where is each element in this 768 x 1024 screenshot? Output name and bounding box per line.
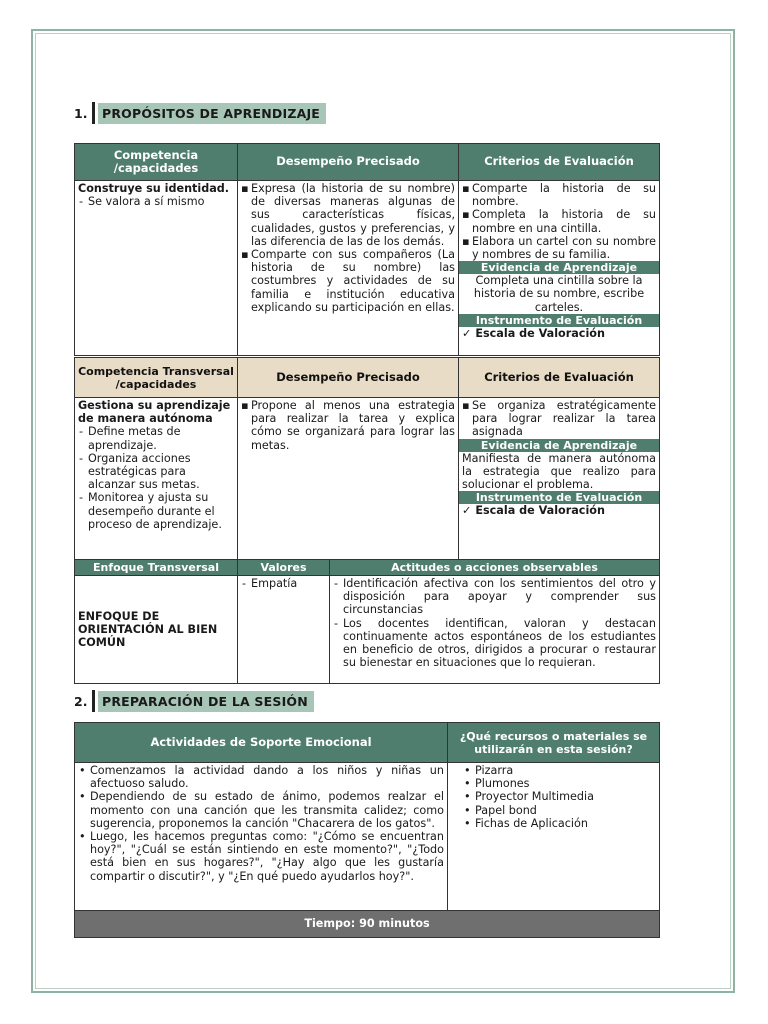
criterio-item: ▪ Comparte la historia de su nombre. bbox=[472, 182, 656, 208]
header-recursos: ¿Qué recursos o materiales se utilizarán en esta sesión? bbox=[448, 723, 660, 763]
valor-item: - Empatía bbox=[251, 577, 326, 590]
section-1-title: PROPÓSITOS DE APRENDIZAJE bbox=[98, 103, 326, 124]
section-2-title: PREPARACIÓN DE LA SESIÓN bbox=[98, 691, 314, 712]
capacidad-item: - Organiza acciones estratégicas para alcanzar sus metas. bbox=[88, 452, 234, 492]
capacidad-item: - Monitorea y ajusta su desempeño durante el proceso de aprendizaje. bbox=[88, 491, 234, 531]
tiempo-row: Tiempo: 90 minutos bbox=[75, 911, 660, 938]
actitudes-cell bbox=[330, 576, 660, 684]
recurso-item: • Pizarra bbox=[475, 764, 656, 777]
section-2-number: 2. bbox=[74, 693, 88, 709]
competencia-title: Construye su identidad. bbox=[78, 182, 230, 195]
actividad-item: • Comenzamos la actividad dando a los niños y niñas un afectuoso saludo. bbox=[90, 764, 444, 790]
competencia-transversal-title: Gestiona su aprendizaje de manera autónoma bbox=[78, 399, 231, 426]
header-competencia-transversal: Competencia Transversal /capacidades bbox=[75, 358, 238, 398]
desempeno-item: ▪ Comparte con sus compañeros (La historia de su nombre) las costumbres y actividades de su familia e institución educativa explicando su participación en ellas. bbox=[251, 248, 455, 314]
instrumento-label: Instrumento de Evaluación bbox=[459, 314, 659, 327]
instrumento-label: Instrumento de Evaluación bbox=[459, 491, 659, 504]
competencia-transversal-cell bbox=[75, 398, 238, 560]
recurso-item: • Plumones bbox=[475, 777, 656, 790]
capacidad-item: - Se valora a sí mismo bbox=[88, 195, 234, 208]
instrumento-text: ✓ Escala de Valoración bbox=[462, 504, 656, 517]
criterio-item: ▪ Elabora un cartel con su nombre y nombres de su familia. bbox=[472, 235, 656, 261]
competencias-table bbox=[74, 143, 660, 356]
evidencia-label: Evidencia de Aprendizaje bbox=[459, 261, 659, 274]
header-desempeno: Desempeño Precisado bbox=[238, 144, 459, 181]
instrumento-text: ✓ Escala de Valoración bbox=[462, 327, 656, 340]
section-1-heading bbox=[74, 101, 326, 125]
section-2-bar bbox=[92, 690, 95, 712]
header-criterios-2: Criterios de Evaluación bbox=[459, 358, 660, 398]
actitud-item: - Los docentes identifican, valoran y destacan continuamente actos espontáneos de los estudiantes en beneficio de otros, dirigidos a procurar o restaurar su bienestar en situaciones que lo requieran. bbox=[343, 617, 656, 670]
section-1-bar bbox=[92, 102, 95, 124]
competencia-transversal-table bbox=[74, 357, 660, 560]
header-enfoque: Enfoque Transversal bbox=[75, 560, 238, 576]
enfoque-cell: ENFOQUE DE ORIENTACIÓN AL BIEN COMÚN bbox=[75, 576, 238, 684]
preparacion-table bbox=[74, 722, 660, 938]
criterio-item: ▪ Se organiza estratégicamente para lograr realizar la tarea asignada bbox=[472, 399, 656, 439]
recurso-item: • Fichas de Aplicación bbox=[475, 817, 656, 830]
header-actividades: Actividades de Soporte Emocional bbox=[75, 723, 448, 763]
competencia-cell bbox=[75, 181, 238, 356]
header-valores: Valores bbox=[238, 560, 330, 576]
criterios-transversal-cell bbox=[459, 398, 660, 560]
recurso-item: • Proyector Multimedia bbox=[475, 790, 656, 803]
recursos-cell bbox=[448, 763, 660, 911]
desempeno-cell bbox=[238, 181, 459, 356]
header-actitudes: Actitudes o acciones observables bbox=[330, 560, 660, 576]
criterio-item: ▪ Completa la historia de su nombre en una cintilla. bbox=[472, 208, 656, 234]
section-2-heading bbox=[74, 689, 314, 713]
actividad-item: • Luego, les hacemos preguntas como: "¿Cómo se encuentran hoy?", "¿Cuál se están sintiendo en este momento?", "¿Todo está bien en sus hogares?", "¿Hay algo que les gustaría compartir o discutir?", y "¿En qué puedo ayudarlos hoy?". bbox=[90, 830, 444, 883]
desempeno-item: ▪ Propone al menos una estrategia para realizar la tarea y explica cómo se organizará para lograr las metas. bbox=[251, 399, 455, 452]
capacidad-item: - Define metas de aprendizaje. bbox=[88, 425, 234, 451]
desempeno-item: ▪ Expresa (la historia de su nombre) de diversas maneras algunas de sus características físicas, cualidades, gustos y preferencias, y las diferencia de las de los demás. bbox=[251, 182, 455, 248]
evidencia-label: Evidencia de Aprendizaje bbox=[459, 439, 659, 452]
actividad-item: • Dependiendo de su estado de ánimo, podemos realzar el momento con una canción que les transmita calidez; como sugerencia, proponemos la canción "Chacarera de los gatos". bbox=[90, 790, 444, 830]
evidencia-text: Completa una cintilla sobre la historia de su nombre, escribe carteles. bbox=[473, 274, 645, 314]
header-desempeno-2: Desempeño Precisado bbox=[238, 358, 459, 398]
header-competencia: Competencia /capacidades bbox=[75, 144, 238, 181]
header-criterios: Criterios de Evaluación bbox=[459, 144, 660, 181]
desempeno-transversal-cell bbox=[238, 398, 459, 560]
evidencia-text: Manifiesta de manera autónoma la estrategia que realizo para solucionar el problema. bbox=[462, 451, 656, 492]
actividades-cell bbox=[75, 763, 448, 911]
actitud-item: - Identificación afectiva con los sentimientos del otro y disposición para apoyar y comprender sus circunstancias bbox=[343, 577, 656, 617]
criterios-cell bbox=[459, 181, 660, 356]
recurso-item: • Papel bond bbox=[475, 804, 656, 817]
enfoque-table bbox=[74, 559, 660, 684]
section-1-number: 1. bbox=[74, 105, 88, 121]
valor-cell bbox=[238, 576, 330, 684]
